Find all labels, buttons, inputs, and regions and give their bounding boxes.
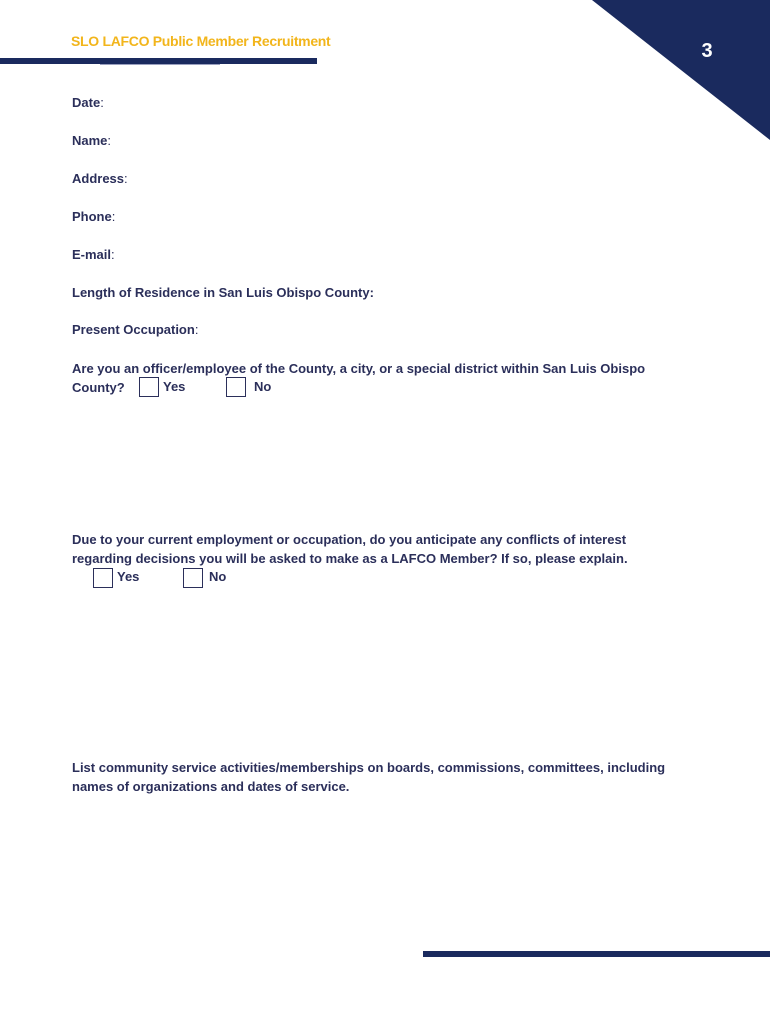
date-field-label: Date: xyxy=(72,95,104,110)
community-question-line2: names of organizations and dates of service. xyxy=(72,779,350,794)
conflict-yes-checkbox[interactable] xyxy=(93,568,113,588)
occupation-field-label: Present Occupation: xyxy=(72,322,199,337)
date-label: Date xyxy=(72,95,101,110)
address-label: Address xyxy=(72,171,125,186)
header-divider-thin xyxy=(100,64,220,65)
officer-yes-label: Yes xyxy=(163,379,186,394)
name-field-label: Name: xyxy=(72,133,112,148)
community-question-line1: List community service activities/memberships on boards, commissions, committees, including xyxy=(72,760,666,775)
conflict-question-line2: regarding decisions you will be asked to make as a LAFCO Member? If so, please explain. xyxy=(72,551,628,566)
page-number: 3 xyxy=(701,40,713,62)
name-label: Name xyxy=(72,133,108,148)
officer-question-line1: Are you an officer/employee of the County, a city, or a special district within San Luis Obispo xyxy=(72,361,646,376)
conflict-yes-label: Yes xyxy=(117,569,140,584)
email-label: E-mail xyxy=(72,247,112,262)
officer-no-label: No xyxy=(254,379,272,394)
document-title: SLO LAFCO Public Member Recruitment xyxy=(71,33,331,49)
officer-no-checkbox[interactable] xyxy=(226,377,246,397)
phone-label: Phone xyxy=(72,209,112,224)
conflict-no-label: No xyxy=(209,569,227,584)
residence-field-label: Length of Residence in San Luis Obispo County: xyxy=(72,285,374,300)
conflict-no-checkbox[interactable] xyxy=(183,568,203,588)
phone-field-label: Phone: xyxy=(72,209,116,224)
email-field-label: E-mail: xyxy=(72,247,115,262)
address-field-label: Address: xyxy=(72,171,128,186)
footer-divider xyxy=(423,951,770,957)
officer-question-line2: County? xyxy=(72,380,125,395)
corner-triangle-decoration xyxy=(592,0,770,140)
conflict-question-line1: Due to your current employment or occupation, do you anticipate any conflicts of interest xyxy=(72,532,627,547)
officer-yes-checkbox[interactable] xyxy=(139,377,159,397)
occupation-label: Present Occupation xyxy=(72,322,195,337)
